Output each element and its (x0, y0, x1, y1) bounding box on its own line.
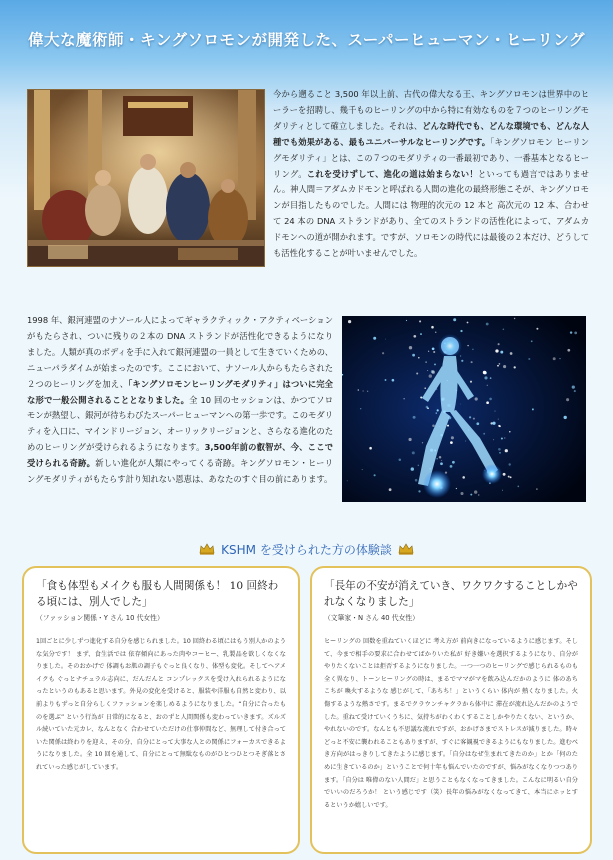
sparkle (385, 379, 387, 381)
sparkle (437, 409, 439, 411)
sparkle (416, 372, 418, 374)
sparkle (462, 476, 465, 479)
sparkle (470, 494, 472, 496)
history-text-2: 全 10 回のセッションは、かつてソロモンが熱望し、銀河が待ちわびたスーパーヒューマンへの第一歩です。このモダリティを入口に、マインドリージョン、オーリックリージョンと、さらなる進化のためのヒーリングが受けられるようになります。 (27, 394, 333, 453)
sparkle (503, 329, 505, 331)
sparkle (418, 490, 420, 492)
testimonial-card (22, 566, 300, 854)
sparkle (503, 473, 506, 476)
sparkle (472, 349, 473, 350)
testimonial-quote: 「長年の不安が消えていき、ワクワクすることしかやれなくなりました」 (324, 580, 578, 608)
sparkle (574, 332, 577, 335)
sparkle (429, 374, 432, 377)
sparkle (389, 488, 392, 491)
sparkle (514, 318, 515, 319)
sparkle (427, 370, 428, 371)
testimonial-body: ヒーリングの 回数を重ねていくほどに 考え方が 前向きになっているように感じます。そして、今まで相手の要求に合わせてばかりいた私が 好き嫌いを選択するようになり、自分がやりたくないことは拒否するようになりました。一つ一つのヒーリングで感じられるものも全く異なり、トーンヒーリングの時は、まるでママがマを飲み込んだかのように 体のあちこちが 喚火するような 感じがして、「あちち！」というくらい 体内が 熱くなりました。火傷するような熱さです。まるでクラウンチャクラから体中に 滞在が流れ込んだかのようでした。重ねて受けていくうちに、気持ちがわくわくすることしかやりたくない、というか、やれないのです。なんとも不思議な流れですが、おかげさまでストレスが減りました。時々どっと不安に襲われることもありますが、すぐに客観視できるようにもなりました。進むべき方向がはっきりしてきたように感じます。「自分はなぜ生まれてきたのか」とか「何のために生きているのか」ということで何十年も悩んでいたのですが、悩みがなくなりつつあります。「自分は 唯偉のない人間だ」と思うこともなくなってきました。こんなに明るい自分でいいのだろうか！ という感じです（笑）長年の悩みがなくなってきて、本当にホッとするというか嬉しいです。 (324, 638, 578, 809)
sparkle (358, 389, 360, 391)
sparkle (570, 331, 572, 333)
sparkle (510, 476, 512, 478)
sparkle (486, 401, 489, 404)
sparkle (439, 456, 442, 459)
sparkle (532, 408, 534, 410)
sparkle (418, 465, 419, 466)
sparkle (489, 398, 492, 401)
sparkle (363, 390, 364, 391)
sparkle (536, 328, 538, 330)
sparkle (528, 358, 530, 360)
sparkle (493, 439, 494, 440)
sparkle (498, 425, 500, 427)
sparkle (471, 361, 473, 363)
sparkle (501, 437, 503, 439)
intro-paragraph (273, 87, 589, 262)
sparkle (424, 387, 425, 388)
sparkle (510, 352, 513, 355)
sparkle (412, 354, 415, 357)
testimonials-title: KSHM を受けられた方の体験談 (221, 542, 392, 557)
sparkle (447, 425, 449, 427)
testimonial-body: 1回ごとに少しずつ進化する自分を感じられました。10 回終わる頃にはもう別人かのような気分です！ まず、食生活では 依存傾向にあった肉やコーヒー、乳製品を欲しくなくなりました。そのおかげで 体調もお肌の調子もぐっと良くなり、体型も変化。そしてヘアメイクも ぐっとナチュラル志向に、だんだんと コンプレックスを受け入れられるようになったというのもあると思います。外見の変化を受けると、服装や洋服も自然と変わり、以前よりもずっと自分らしくファッションを楽しめるようになりました。“自分に合ったものを選ぶ” という行為が 日常的になると、おのずと人間関係も変わっていきます。ズルズル続いていた元カレ、なんとなく 合わせていただけの仕事仲間など、無理して付き合っていた関係は終わりを迎え、その分、自分にとって大事な人との関係にフォーカスできるようになりました。全 10 回を通して、自分にとって無駄なものがひとつひとつそぎ落とされていった感じがしています。 (36, 638, 286, 771)
sparkle (412, 451, 415, 454)
crown-icon (398, 543, 414, 555)
sparkle (473, 418, 475, 420)
sparkle (470, 381, 472, 383)
sparkle (469, 416, 471, 418)
history-paragraph (27, 313, 333, 488)
history-bold-2: 3,500年前の叡智が、今、ここで受けられる奇跡。 (27, 442, 334, 469)
sparkle (509, 463, 511, 465)
sparkle (436, 458, 437, 459)
sparkle (456, 488, 457, 489)
sparkle (500, 351, 503, 354)
sparkle (420, 333, 422, 335)
sparkle (406, 320, 407, 321)
sparkle (413, 335, 416, 338)
sparkle (509, 431, 510, 432)
sparkle (419, 320, 421, 322)
history-bold-1: 「キングソロモンヒーリングモダリティ」はついに完全な形で一般公開されることとなりました。 (27, 378, 333, 405)
sparkle (362, 469, 363, 470)
sparkle (474, 490, 477, 493)
king-solomon-painting (27, 89, 265, 267)
sparkle (367, 391, 368, 392)
sparkle (476, 422, 479, 425)
sparkle (467, 322, 469, 324)
testimonial-card (310, 566, 592, 854)
sparkle (418, 357, 420, 359)
sparkle (467, 345, 468, 346)
sparkle (465, 440, 466, 441)
sparkle (451, 436, 454, 439)
sparkle (420, 397, 421, 398)
sparkle (360, 408, 361, 409)
page-header (0, 0, 613, 84)
sparkle (409, 346, 412, 349)
sparkle (425, 361, 426, 362)
sparkle (502, 490, 503, 491)
sparkle (434, 363, 436, 365)
sparkle (403, 398, 404, 399)
sparkle (566, 398, 569, 401)
sparkle (475, 397, 478, 400)
history-text-1: 1998 年、銀河連盟のナソール人によってギャラクティック・アクティベーションがもたらされ、ついに残りの２本の DNA ストランドが活性化できるようになりました。人類が真のボディを手に入れて銀河連盟の一員として生きていくための、ニューパラダイムが始まったのです。ここにおいて、ナソール人からもたらされた２つのヒーリングを加え、 (27, 315, 333, 389)
sparkle (461, 360, 463, 362)
sparkle (460, 330, 462, 332)
sparkle (490, 377, 492, 379)
sparkle (435, 332, 436, 333)
sparkle (574, 390, 576, 392)
intro-text-2: 「キングソロモン ヒーリングモダリティ」とは、この７つのモダリティの一番最初であり、一番基本となるヒーリング。 (273, 136, 589, 179)
sparkle (347, 480, 348, 481)
sparkle (487, 385, 488, 386)
sparkle (385, 339, 386, 340)
testimonial-author: （文筆家・N さん 40 代女性） (324, 614, 419, 622)
sparkle (399, 459, 402, 462)
sparkle (492, 422, 495, 425)
sparkle (422, 442, 423, 443)
sparkle (432, 347, 435, 350)
sparkle (508, 476, 510, 478)
sparkle (478, 494, 479, 495)
sparkle (498, 448, 501, 451)
history-text-3: 新しい進化が人類にやってくる奇跡。キングソロモン・ヒーリングモダリティがもたらす計り知れない恩恵は、あなたのすぐ目の前にあります。 (27, 458, 333, 485)
testimonials-heading (0, 540, 613, 558)
sparkle (440, 462, 443, 465)
sparkle (426, 406, 429, 409)
sparkle (411, 467, 414, 470)
sparkle (567, 349, 570, 352)
sparkle (517, 486, 519, 488)
sparkle (413, 416, 416, 419)
sparkle (452, 461, 455, 464)
sparkle (450, 441, 453, 444)
sparkle (495, 349, 498, 352)
sparkle (428, 351, 429, 352)
sparkle (499, 363, 501, 365)
sparkle (531, 340, 533, 342)
sparkle (505, 449, 508, 452)
sparkle (441, 460, 442, 461)
intro-text-3: といっても過言ではありません。神人間＝アダムカドモンと呼ばれる人間の進化の最終形態こそが、キングソロモンが目指したものでした。人間には 物理的次元の 12 本と 高次元の 12 本、合わせて 24 本の DNA ストランドがあり、全てのストランドの活性化によって、アダムカドモンへの道が開かれます。ですが、ソロモンの時代には最後の２本だけ、どうしても活性化することが叶いませんでした。 (273, 168, 589, 259)
sparkle (348, 320, 351, 323)
sparkle (460, 356, 461, 357)
sparkle (536, 488, 537, 489)
sparkle (499, 452, 500, 453)
sparkle (486, 323, 489, 326)
sparkle (460, 404, 461, 405)
sparkle (431, 326, 434, 329)
sparkle (514, 366, 516, 368)
sparkle (494, 411, 495, 412)
sparkle (433, 351, 435, 353)
glowing-figure-image (342, 316, 586, 502)
sparkle (484, 376, 487, 379)
sparkle (498, 343, 500, 345)
sparkle (369, 447, 372, 450)
sparkle (453, 318, 456, 321)
crown-icon (199, 543, 215, 555)
sparkle (564, 416, 567, 419)
sparkle (436, 412, 437, 413)
sparkle (497, 365, 499, 367)
sparkle (460, 492, 463, 495)
sparkle (553, 357, 556, 360)
sparkle (503, 365, 506, 368)
sparkle (498, 419, 499, 420)
sparkle (409, 438, 412, 441)
sparkle (450, 465, 453, 468)
sparkle (559, 358, 560, 359)
intro-bold-2: これを受けずして、進化の道は始まらない！ (306, 168, 478, 179)
page-title: 偉大な魔術師・キングソロモンが開発した、スーパーヒューマン・ヒーリング (27, 30, 586, 49)
testimonial-quote: 「食も体型もメイクも服も人間関係も！ 10 回終わる頃には、別人でした」 (36, 580, 279, 608)
sparkle (483, 371, 486, 374)
sparkle (392, 379, 395, 382)
sparkle (415, 479, 418, 482)
sparkle (374, 474, 376, 476)
sparkle (382, 352, 384, 354)
sparkle (504, 438, 505, 439)
sparkle (572, 385, 575, 388)
sparkle (483, 433, 485, 435)
testimonial-author: （ファッション関係・Y さん 10 代女性） (36, 614, 164, 622)
sparkle (373, 337, 376, 340)
sparkle (432, 424, 435, 427)
intro-text-1: 今から遡ること 3,500 年以上前、古代の偉大なる王、キングソロモンは世界中のヒーラーを招聘し、幾千ものヒーリングの中から特に有効なものを７つのヒーリングモダリティとして確立しました。それは、 (273, 89, 589, 131)
intro-bold-1: どんな時代でも、どんな環境でも、どんな人種でも効果がある、最もユニバーサルなヒーリングです。 (273, 120, 589, 147)
sparkle (432, 371, 435, 374)
